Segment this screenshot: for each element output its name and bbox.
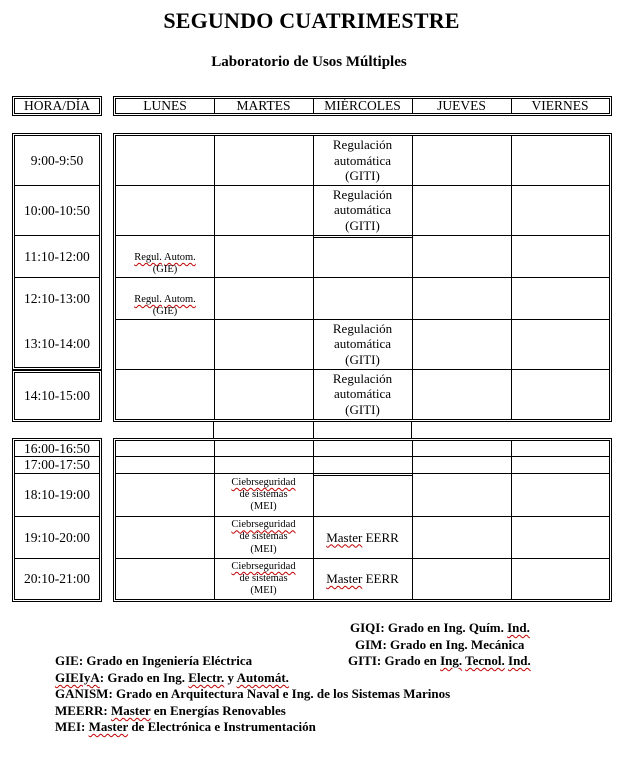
gap-strip xyxy=(213,422,412,438)
time-slot: 10:00-10:50 xyxy=(24,202,90,218)
legend-gieiya: GIEIyA: Grado en Ing. Electr. y Automát. xyxy=(55,670,289,685)
class-entry: Master EERR xyxy=(326,529,399,545)
time-slot: 16:00-16:50 xyxy=(24,440,90,456)
day-header-tuesday: MARTES xyxy=(236,98,291,113)
class-entry: Regul. Autom. (GIE) xyxy=(134,293,196,317)
class-entry: Regulación automática (GITI) xyxy=(332,370,393,417)
day-header-wednesday: MIÉRCOLES xyxy=(324,98,401,113)
legend-gim: GIM: Grado en Ing. Mecánica xyxy=(355,637,525,652)
legend-ganism: GANISM: Grado en Arquitectura Naval e Ing. de los Sistemas Marinos xyxy=(55,686,451,701)
morning-time-box-b xyxy=(12,370,102,422)
morning-grid xyxy=(113,133,612,422)
hour-header: HORA/DÍA xyxy=(24,98,90,113)
time-slot: 20:10-21:00 xyxy=(24,571,90,586)
class-entry: Regulación automática (GITI) xyxy=(332,320,393,367)
time-slot: 14:10-15:00 xyxy=(24,388,90,403)
legend-giti: GITI: Grado en Ing. Tecnol. Ind. xyxy=(348,653,531,668)
days-header-box xyxy=(113,96,612,116)
time-slot: 19:10-20:00 xyxy=(24,529,90,545)
class-entry: Master EERR xyxy=(326,571,399,587)
time-slot: 11:10-12:00 xyxy=(24,248,90,264)
morning-time-box-a xyxy=(12,133,102,370)
time-slot: 13:10-14:00 xyxy=(24,335,90,351)
page-title: SEGUNDO CUATRIMESTRE xyxy=(163,8,460,33)
class-entry: Regulación automática (GITI) xyxy=(332,186,393,233)
class-entry: Regul. Autom. (GIE) xyxy=(134,251,196,275)
time-slot: 12:10-13:00 xyxy=(24,290,90,306)
class-entry: Ciebrseguridad de sistemas (MEI) xyxy=(231,476,296,513)
day-header-monday: LUNES xyxy=(143,98,187,113)
time-slot: 18:10-19:00 xyxy=(24,487,90,502)
legend-gie: GIE: Grado en Ingeniería Eléctrica xyxy=(55,653,253,668)
class-entry: Ciebrseguridad de sistemas (MEI) xyxy=(231,560,296,597)
page-subtitle: Laboratorio de Usos Múltiples xyxy=(211,54,407,70)
legend-mei: MEI: Master de Electrónica e Instrumentación xyxy=(55,719,316,734)
class-entry: Regulación automática (GITI) xyxy=(332,137,393,184)
day-header-friday: VIERNES xyxy=(531,98,589,113)
legend-giqi: GIQI: Grado en Ing. Quím. Ind. xyxy=(350,620,530,635)
afternoon-time-box xyxy=(12,438,102,602)
day-header-thursday: JUEVES xyxy=(437,98,486,113)
class-entry: Ciebrseguridad de sistemas (MEI) xyxy=(231,519,296,555)
time-slot: 17:00-17:50 xyxy=(24,457,90,472)
hour-header-box xyxy=(12,96,102,116)
time-slot: 9:00-9:50 xyxy=(30,152,84,168)
legend-meerr: MEERR: Master en Energías Renovables xyxy=(55,703,286,718)
afternoon-grid xyxy=(113,438,612,602)
